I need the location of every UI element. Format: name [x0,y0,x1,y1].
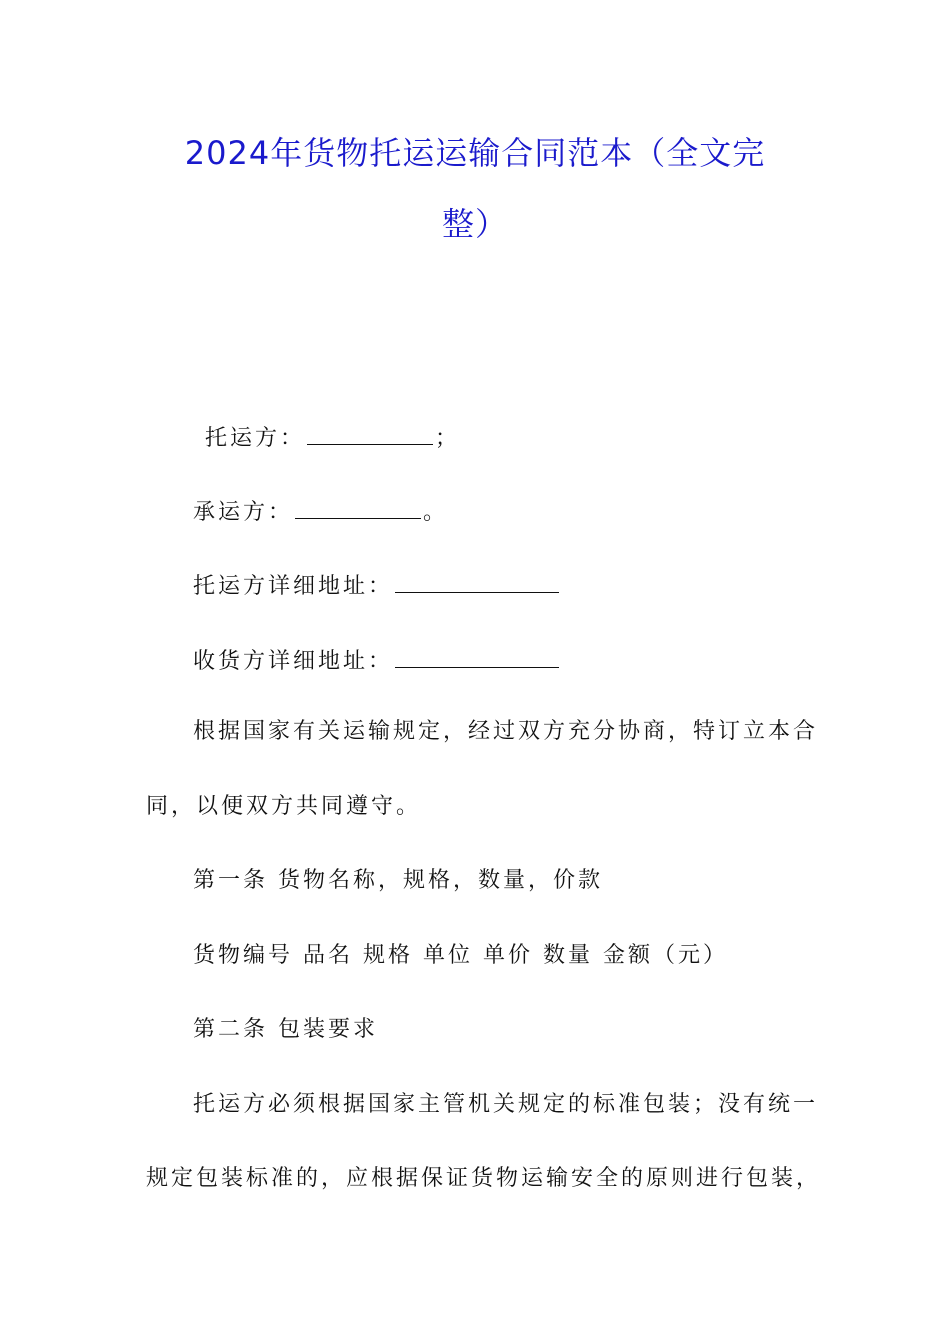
consignor-address-blank [395,572,559,593]
goods-columns-line: 货物编号 品名 规格 单位 单价 数量 金额（元） [193,943,728,968]
consignor-blank [307,424,433,445]
receiver-address-field [193,647,561,673]
packaging-paragraph-line-2: 规定包装标准的，应根据保证货物运输安全的原则进行包装， [146,1166,822,1191]
consignor-field [205,424,460,450]
article-2-heading: 第二条 包装要求 [193,1017,378,1042]
intro-paragraph-line-1: 根据国家有关运输规定，经过双方充分协商，特订立本合 [193,719,819,744]
consignor-end: ； [435,426,461,451]
document-title-line-1: 2024年货物托运运输合同范本（全文完 [184,134,766,172]
document-title-line-2: 整） [441,205,508,243]
consignor-address-field [193,572,561,598]
carrier-field [193,498,448,524]
article-1-heading: 第一条 货物名称，规格，数量，价款 [193,868,603,893]
carrier-label: 承运方： [193,500,294,525]
intro-paragraph-line-2: 同，以便双方共同遵守。 [146,794,422,819]
carrier-blank [295,498,421,519]
receiver-address-label: 收货方详细地址： [193,649,394,674]
receiver-address-blank [395,647,559,668]
carrier-end: 。 [423,500,449,525]
consignor-address-label: 托运方详细地址： [193,574,394,599]
packaging-paragraph-line-1: 托运方必须根据国家主管机关规定的标准包装；没有统一 [193,1092,819,1117]
consignor-label: 托运方： [205,426,306,451]
